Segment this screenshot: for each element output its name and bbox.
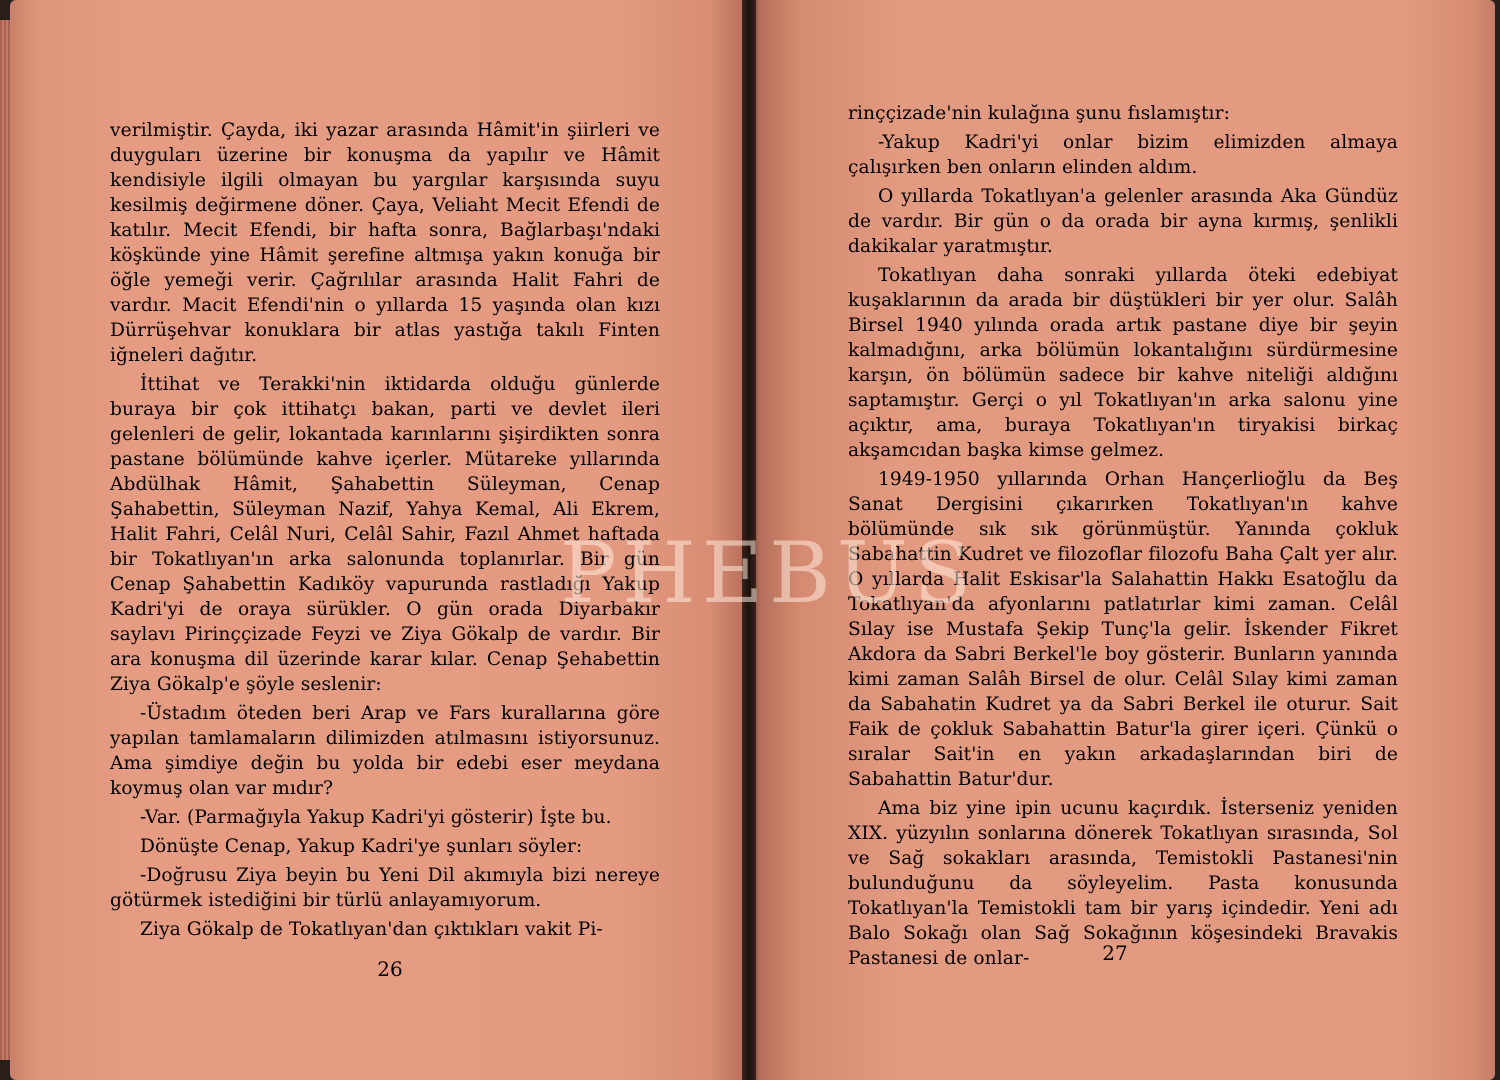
watermark: PHEBUS: [560, 524, 978, 622]
paragraph: Ama biz yine ipin ucunu kaçırdık. İsterseniz yeniden XIX. yüzyılın sonlarına dönerek Tokatlıyan sırasında, Sol ve Sağ sokakları arasında, Temistokli Pastanesi'nin bulunduğunu da söyleyelim. Pasta konusunda Tokatlıyan'la Temistokli tam bir yarış içindedir. Yeni adı Balo Sokağı olan Sağ Sokağının köşesindeki Bravakis Pastanesi de onlar-: [848, 798, 1398, 969]
paragraph: Dönüşte Cenap, Yakup Kadri'ye şunları söyler:: [140, 836, 583, 857]
paragraph: verilmiştir. Çayda, iki yazar arasında Hâmit'in şiirleri ve duyguları üzerine bir konuşma da yapılır ve Hâmit kendisiyle ilgili olmayan bu yargılar karşısında suyu kesilmiş değirmene döner. Çaya, Veliaht Mecit Efendi de katılır. Mecit Efendi, bir hafta sonra, Bağlarbaşı'ndaki köşkünde yine Hâmit şerefine altmışa yakın konuğa bir öğle yemeği verir. Çağrılılar arasında Halit Fahri de vardır. Macit Efendi'nin o yıllarda 15 yaşında olan kızı Dürrüşehvar konuklara bir atlas yastığa takılı Finten iğneleri dağıtır.: [110, 120, 660, 366]
page-number-left: 26: [377, 957, 403, 981]
right-page-text: [848, 101, 1398, 975]
paragraph: rinççizade'nin kulağına şunu fıslamıştır:: [848, 103, 1230, 124]
paragraph: -Yakup Kadri'yi onlar bizim elimizden almaya çalışırken ben onların elinden aldım.: [848, 132, 1398, 178]
paragraph: 1949-1950 yıllarında Orhan Hançerlioğlu da Beş Sanat Dergisini çıkarırken Tokatlıyan'ın kahve bölümünde sık sık görünmüştür. Yanında çokluk Sabahattin Kudret ve filozoflar filozofu Baha Çalt yer alır. O yıllarda Halit Eskisar'la Salahattin Hakkı Esatoğlu da Tokatlıyan'da afyonlarını patlatırlar kimi zaman. Celâl Sılay ise Mustafa Şekip Tunç'la gelir. İskender Fikret Akdora da Sabri Berkel'le boy gösterir. Bunların yanında kimi zaman Salâh Birsel de olur. Celâl Sılay kimi zaman da Sabahatin Kudret ya da Sabri Berkel ile oturur. Sait Faik de çokluk Sabahattin Batur'la girer içeri. Çünkü o sıralar Sait'in en yakın arkadaşlarından biri de Sabahattin Batur'dur.: [848, 469, 1398, 790]
page-number-right: 27: [1102, 941, 1128, 965]
left-page-text: [110, 118, 660, 946]
paragraph: O yıllarda Tokatlıyan'a gelenler arasında Aka Gündüz de vardır. Bir gün o da orada bir ayna kırmış, şenlikli dakikalar yaratmıştır.: [848, 186, 1398, 257]
paragraph: İttihat ve Terakki'nin iktidarda olduğu günlerde buraya bir çok ittihatçı bakan, parti ve devlet ileri gelenleri de gelir, lokantada karınlarını şişirdikten sonra pastane bölümünde kahve içerler. Mütareke yıllarında Abdülhak Hâmit, Şahabettin Süleyman, Cenap Şahabettin, Süleyman Nazif, Yahya Kemal, Ali Ekrem, Halit Fahri, Celâl Nuri, Celâl Sahir, Fazıl Ahmet haftada bir Tokatlıyan'ın arka salonunda toplanırlar. Bir gün Cenap Şahabettin Kadıköy vapurunda rastladığı Yakup Kadri'yi de oraya sürükler. O gün orada Diyarbakır saylavı Pirinççizade Feyzi ve Ziya Gökalp de vardır. Bir ara konuşma dil üzerinde karar kılar. Cenap Şehabettin Ziya Gökalp'e şöyle seslenir:: [110, 374, 660, 695]
paragraph: Tokatlıyan daha sonraki yıllarda öteki edebiyat kuşaklarının da arada bir düştükleri bir yer olur. Salâh Birsel 1940 yılında orada artık pastane diye bir şeyin kalmadığını, arka bölümün lokantalığını sürdürmesine karşın, ön bölümün sadece bir kahve niteliği aldığını saptamıştır. Gerçi o yıl Tokatlıyan'ın arka salonu yine açıktır, ama, buraya Tokatlıyan'ın tiryakisi birkaç akşamcıdan başka kimse gelmez.: [848, 265, 1398, 461]
book-spine: [742, 0, 756, 1080]
paragraph: -Var. (Parmağıyla Yakup Kadri'yi gösterir) İşte bu.: [140, 807, 612, 828]
paragraph: Ziya Gökalp de Tokatlıyan'dan çıktıkları vakit Pi-: [140, 919, 603, 940]
paragraph: -Üstadım öteden beri Arap ve Fars kurallarına göre yapılan tamlamaların dilimizden atılmasını istiyorsunuz. Ama şimdiye değin bu yolda bir edebi eser meydana koymuş olan var mıdır?: [110, 703, 660, 799]
paragraph: -Doğrusu Ziya beyin bu Yeni Dil akımıyla bizi nereye götürmek istediğini bir türlü anlayamıyorum.: [110, 865, 660, 911]
